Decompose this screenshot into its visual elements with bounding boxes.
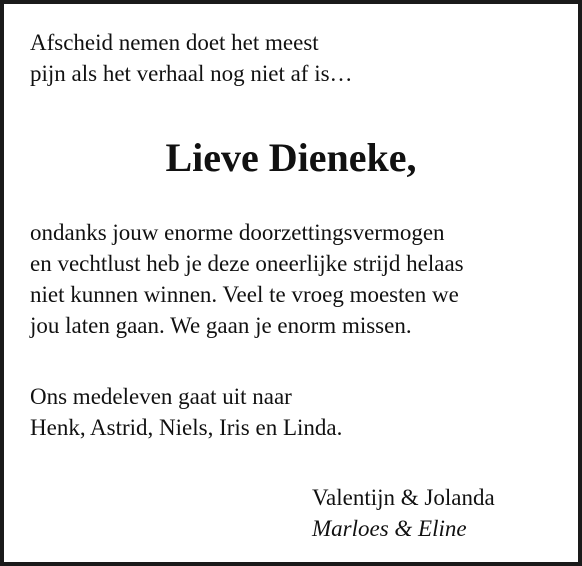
quote-line-1: Afscheid nemen doet het meest <box>30 30 319 55</box>
notice-title: Lieve Dieneke, <box>165 135 417 180</box>
message-paragraph <box>30 217 464 341</box>
message-line-2: en vechtlust heb je deze oneerlijke strijd helaas <box>30 251 464 276</box>
condolence-line-2: Henk, Astrid, Niels, Iris en Linda. <box>30 415 343 440</box>
quote-line-2: pijn als het verhaal nog niet af is… <box>30 61 353 86</box>
signature-block <box>312 482 495 544</box>
signature-children: Marloes & Eline <box>312 516 467 541</box>
condolence-paragraph <box>30 381 342 443</box>
opening-quote <box>30 27 353 89</box>
message-line-3: niet kunnen winnen. Veel te vroeg moesten we <box>30 282 459 307</box>
condolence-line-1: Ons medeleven gaat uit naar <box>30 384 292 409</box>
signature-senders: Valentijn & Jolanda <box>312 485 495 510</box>
message-line-1: ondanks jouw enorme doorzettingsvermogen <box>30 220 445 245</box>
message-line-4: jou laten gaan. We gaan je enorm missen. <box>30 313 412 338</box>
